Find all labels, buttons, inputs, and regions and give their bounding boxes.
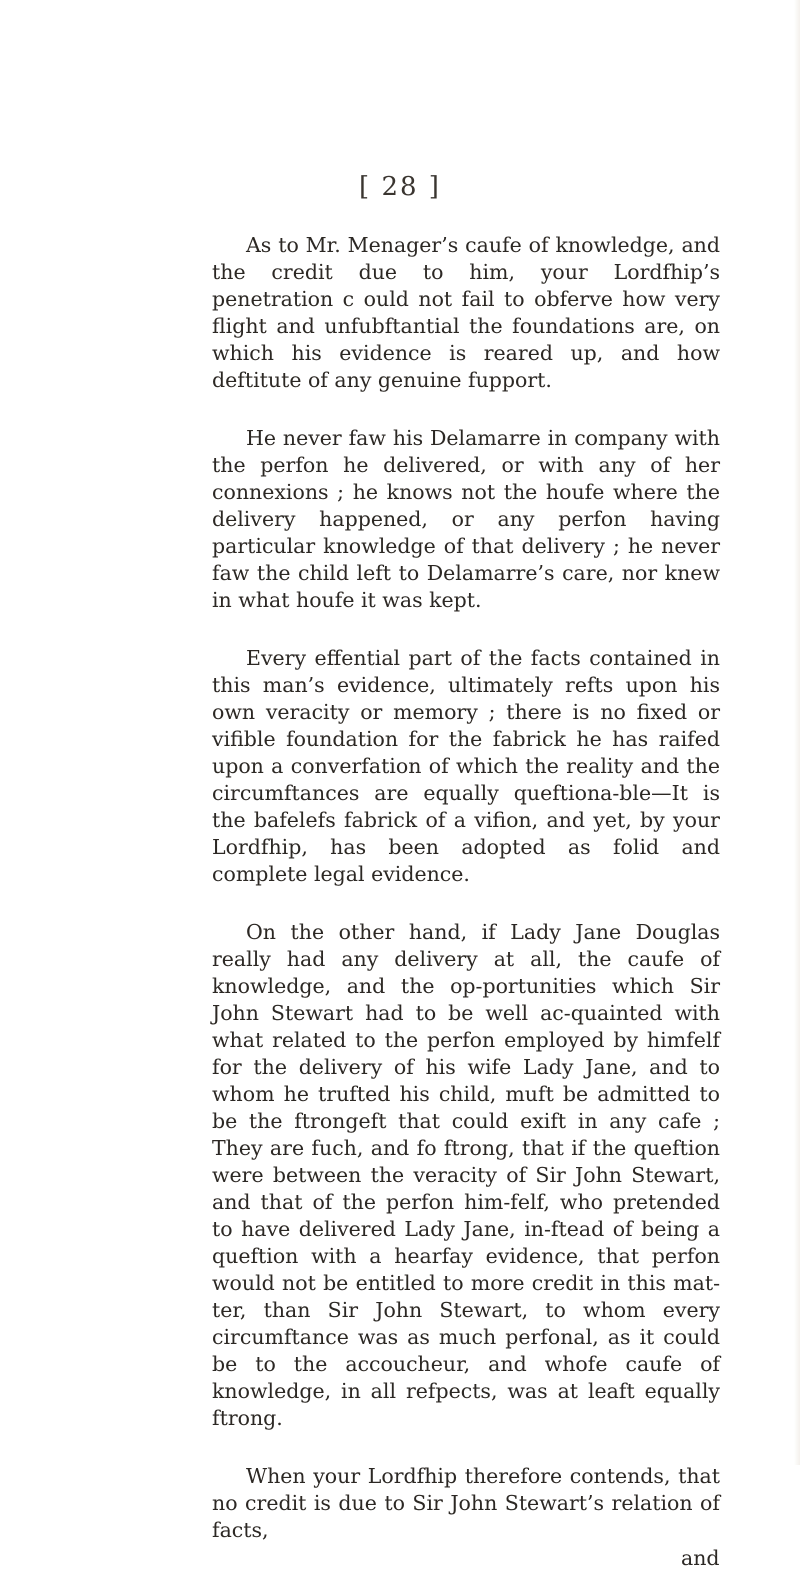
page-edge <box>794 0 800 1465</box>
paragraph-menager-knowledge: As to Mr. Menager’s caufe of knowledge, and the credit due to him, your Lordfhip’s penetration c ould not fail to obferve how very flight and unfubftantial the foundations are, on which his evidence is reared up, and how deftitute of any genuine fupport. <box>212 233 720 392</box>
page-number: [ 28 ] <box>359 172 441 202</box>
paragraph-lady-jane: On the other hand, if Lady Jane Douglas really had any delivery at all, the caufe of knowledge, and the op-portunities which Sir John Stewart had to be well ac-quainted with what related to the perfon employed by himfelf for the delivery of his wife Lady Jane, and to whom he trufted his child, muft be admitted to be the ftrongeft that could exift in any cafe ; They are fuch, and fo ftrong, that if the queftion were between the veracity of Sir John Stewart, and that of the perfon him-felf, who pretended to have delivered Lady Jane, in-ftead of being a queftion with a hearfay evidence, that perfon would not be entitled to more credit in this mat-ter, than Sir John Stewart, to whom every circumftance was as much perfonal, as it could be to the accoucheur, and whofe caufe of knowledge, in all refpects, was at leaft equally ftrong. <box>212 920 720 1430</box>
body-text <box>212 232 720 1544</box>
catchword: and <box>681 1546 720 1570</box>
paragraph-delamarre: He never faw his Delamarre in company with the perfon he delivered, or with any of her connexions ; he knows not the houfe where the delivery happened, or any perfon having particular knowledge of that delivery ; he never faw the child left to Delamarre’s care, nor knew in what houfe it was kept. <box>212 426 720 612</box>
paragraph-essential-facts: Every effential part of the facts contained in this man’s evidence, ultimately refts upon his own veracity or memory ; there is no fixed or vifible foundation for the fabrick he has raifed upon a converfation of which the reality and the circumftances are equally queftiona-ble—It is the bafelefs fabrick of a vifion, and yet, by your Lordfhip, has been adopted as folid and complete legal evidence. <box>212 646 720 886</box>
paragraph-lordship-contends: When your Lordfhip therefore contends, that no credit is due to Sir John Stewart’s relation of facts, <box>212 1464 720 1542</box>
